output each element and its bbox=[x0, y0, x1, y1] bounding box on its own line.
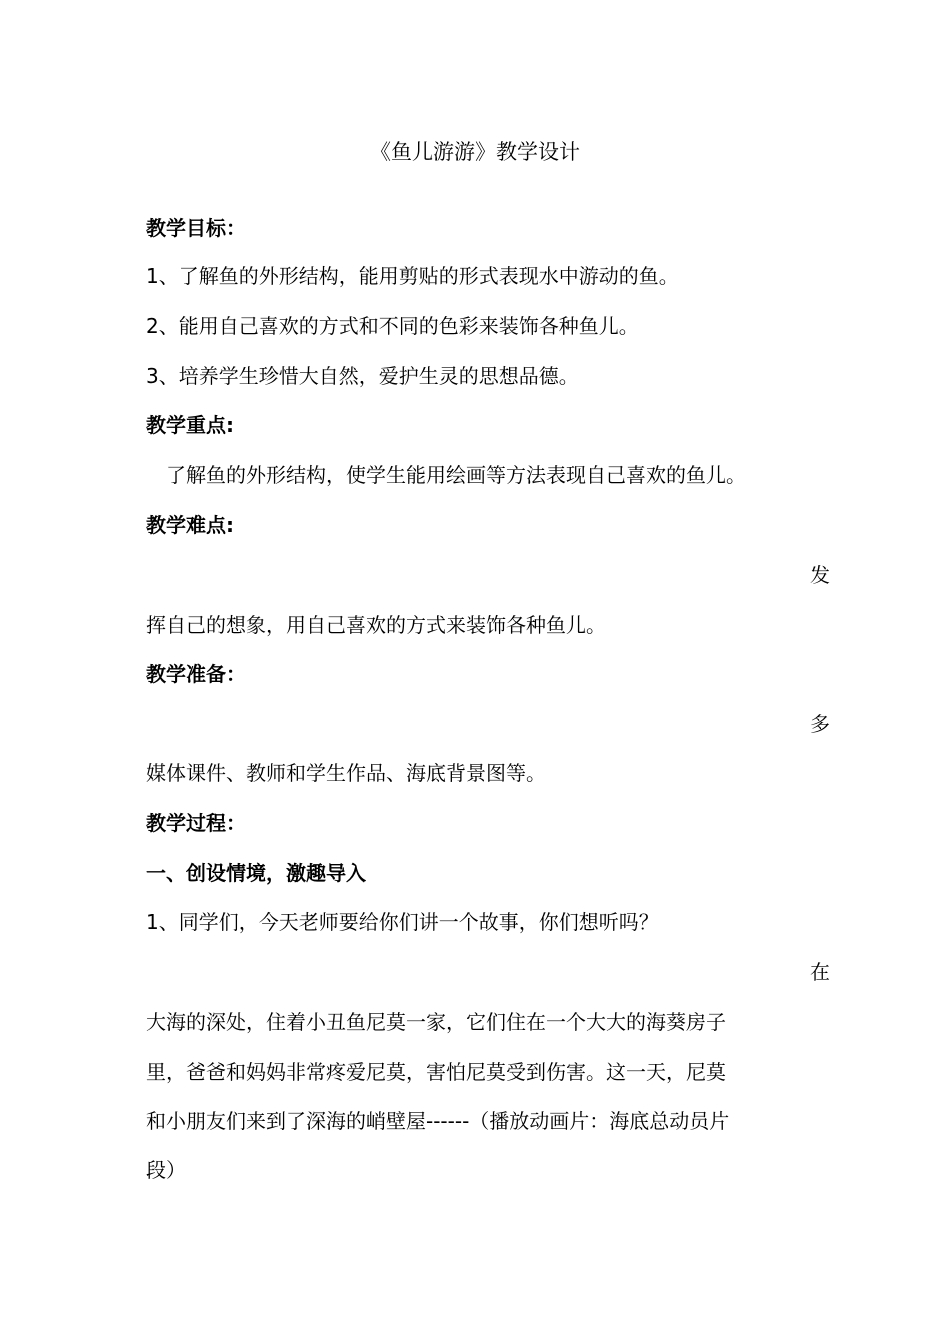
key-points-text: 了解鱼的外形结构，使学生能用绘画等方法表现自己喜欢的鱼儿。 bbox=[166, 463, 746, 487]
story-line-3: 里，爸爸和妈妈非常疼爱尼莫，害怕尼莫受到伤害。这一天，尼莫 bbox=[146, 1060, 726, 1084]
preparation-line-2: 媒体课件、教师和学生作品、海底背景图等。 bbox=[146, 761, 546, 785]
preparation-heading: 教学准备： bbox=[146, 662, 246, 686]
difficulties-line-1: 发 bbox=[810, 563, 830, 587]
objectives-heading: 教学目标： bbox=[146, 216, 246, 240]
difficulties-line-2: 挥自己的想象，用自己喜欢的方式来装饰各种鱼儿。 bbox=[146, 613, 606, 637]
process-heading: 教学过程： bbox=[146, 811, 246, 835]
difficulties-heading: 教学难点: bbox=[146, 513, 234, 537]
objective-item-2: 2、能用自己喜欢的方式和不同的色彩来装饰各种鱼儿。 bbox=[146, 314, 639, 338]
section-1-heading: 一、创设情境，激趣导入 bbox=[146, 861, 366, 885]
key-points-heading: 教学重点: bbox=[146, 413, 234, 437]
preparation-line-1: 多 bbox=[810, 712, 830, 736]
story-line-1: 在 bbox=[810, 960, 830, 984]
story-line-2: 大海的深处，住着小丑鱼尼莫一家，它们住在一个大大的海葵房子 bbox=[146, 1010, 726, 1034]
objective-item-1: 1、了解鱼的外形结构，能用剪贴的形式表现水中游动的鱼。 bbox=[146, 264, 679, 288]
story-line-5: 段） bbox=[146, 1158, 186, 1182]
document-title: 《鱼儿游游》教学设计 bbox=[370, 140, 580, 164]
objective-item-3: 3、培养学生珍惜大自然，爱护生灵的思想品德。 bbox=[146, 364, 579, 388]
story-line-4: 和小朋友们来到了深海的峭壁屋------（播放动画片：海底总动员片 bbox=[146, 1109, 730, 1133]
section-1-item-1: 1、同学们，今天老师要给你们讲一个故事，你们想听吗？ bbox=[146, 910, 659, 934]
